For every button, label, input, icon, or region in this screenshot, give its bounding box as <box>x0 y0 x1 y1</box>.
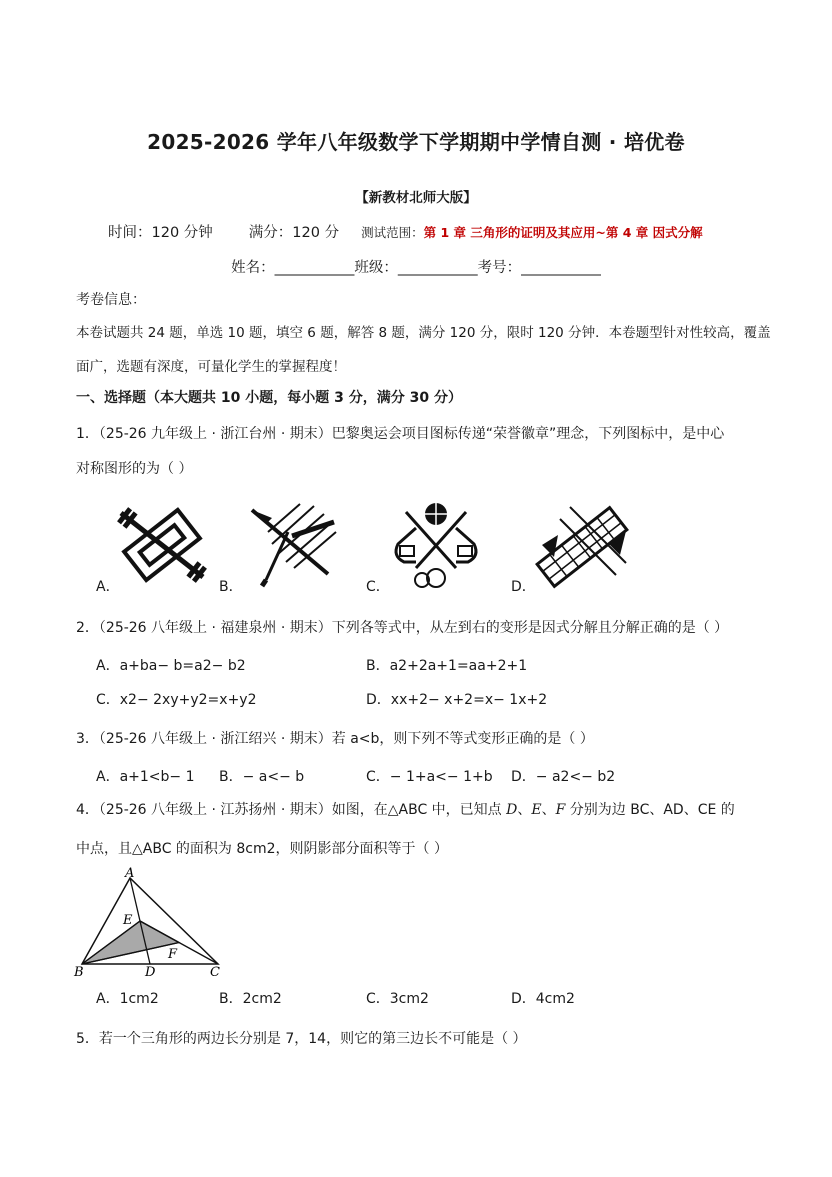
number-field: 考号：___________ <box>477 260 601 276</box>
time-limit: 时间：120 分钟 <box>108 225 213 241</box>
q3-option-d: D．− a2<− b2 <box>511 769 616 785</box>
q4-sep-2: 、 <box>541 802 556 818</box>
q4-stem-line1 <box>76 799 735 819</box>
q2-stem: 2．（25-26 八年级上 · 福建泉州 · 期末）下列各等式中，从左到右的变形是因式分解且分解正确的是（ ） <box>76 620 729 636</box>
label-a: A <box>125 866 135 881</box>
info-line-1: 本卷试题共 24 题，单选 10 题，填空 6 题，解答 8 题，满分 120 分，限时 120 分钟．本卷题型针对性较高，覆盖 <box>76 325 771 341</box>
basketball-icon <box>386 498 486 590</box>
triangle-figure <box>70 866 230 978</box>
exam-title: 2025-2026 学年八年级数学下学期期中学情自测 · 培优卷 <box>147 130 685 154</box>
q4-option-d: D．4cm2 <box>511 991 575 1007</box>
range-label: 测试范围： <box>361 225 424 240</box>
label-f: F <box>168 947 178 962</box>
section-heading: 一、选择题（本大题共 10 小题，每小题 3 分，满分 30 分） <box>76 390 462 406</box>
q4-sep-1: 、 <box>517 802 532 818</box>
badminton-icon <box>530 505 635 590</box>
info-heading: 考卷信息： <box>76 292 146 308</box>
weightlifting-icon <box>110 503 215 588</box>
q3-stem: 3．（25-26 八年级上 · 浙江绍兴 · 期末）若 a<b，则下列不等式变形正确的是（ ） <box>76 731 594 747</box>
label-d: D <box>145 965 156 978</box>
label-c: C <box>210 965 220 978</box>
q1-option-b: B． <box>219 579 243 595</box>
q4-option-c: C．3cm2 <box>366 991 429 1007</box>
q4-stem-pre: 4．（25-26 八年级上 · 江苏扬州 · 期末）如图，在△ABC 中，已知点 <box>76 802 507 818</box>
q4-point-d: D <box>506 802 518 818</box>
student-fields <box>0 256 832 277</box>
q1-option-d: D． <box>511 579 536 595</box>
full-score: 满分：120 分 <box>248 225 340 241</box>
q1-option-c: C． <box>366 579 390 595</box>
q4-stem-post: 分别为边 BC、AD、CE 的 <box>565 802 735 818</box>
name-field: 姓名：___________ <box>231 260 355 276</box>
q1-stem-line1: 1．（25-26 九年级上 · 浙江台州 · 期末）巴黎奥运会项目图标传递“荣誉徽章”理念，下列图标中，是中心 <box>76 426 725 442</box>
q3-option-b: B．− a<− b <box>219 769 305 785</box>
q3-option-c: C．− 1+a<− 1+b <box>366 769 493 785</box>
q4-stem-line2: 中点，且△ABC 的面积为 8cm2，则阴影部分面积等于（ ） <box>76 841 448 857</box>
q1-option-a: A． <box>96 579 120 595</box>
q5-stem: 5．若一个三角形的两边长分别是 7，14，则它的第三边长不可能是（ ） <box>76 1031 527 1047</box>
q4-option-a: A．1cm2 <box>96 991 159 1007</box>
q4-point-e: E <box>531 802 542 818</box>
range-value: 第 1 章 三角形的证明及其应用~第 4 章 因式分解 <box>423 225 703 240</box>
q2-option-b: B．a2+2a+1=aa+2+1 <box>366 658 528 674</box>
q2-option-c: C．x2− 2xy+y2=x+y2 <box>96 692 257 708</box>
q3-option-a: A．a+1<b− 1 <box>96 769 195 785</box>
exam-meta <box>108 221 703 242</box>
info-line-2: 面广，选题有深度，可量化学生的掌握程度！ <box>76 359 346 375</box>
class-field: 班级：___________ <box>354 260 478 276</box>
q1-stem-line2: 对称图形的为（ ） <box>76 461 193 477</box>
label-b: B <box>74 965 84 978</box>
q2-option-d: D．xx+2− x+2=x− 1x+2 <box>366 692 548 708</box>
q4-option-b: B．2cm2 <box>219 991 282 1007</box>
edition-label: 【新教材北师大版】 <box>355 190 477 206</box>
q4-point-f: F <box>555 802 566 818</box>
q2-option-a: A．a+ba− b=a2− b2 <box>96 658 246 674</box>
label-e: E <box>123 913 133 928</box>
fencing-icon <box>238 502 338 590</box>
